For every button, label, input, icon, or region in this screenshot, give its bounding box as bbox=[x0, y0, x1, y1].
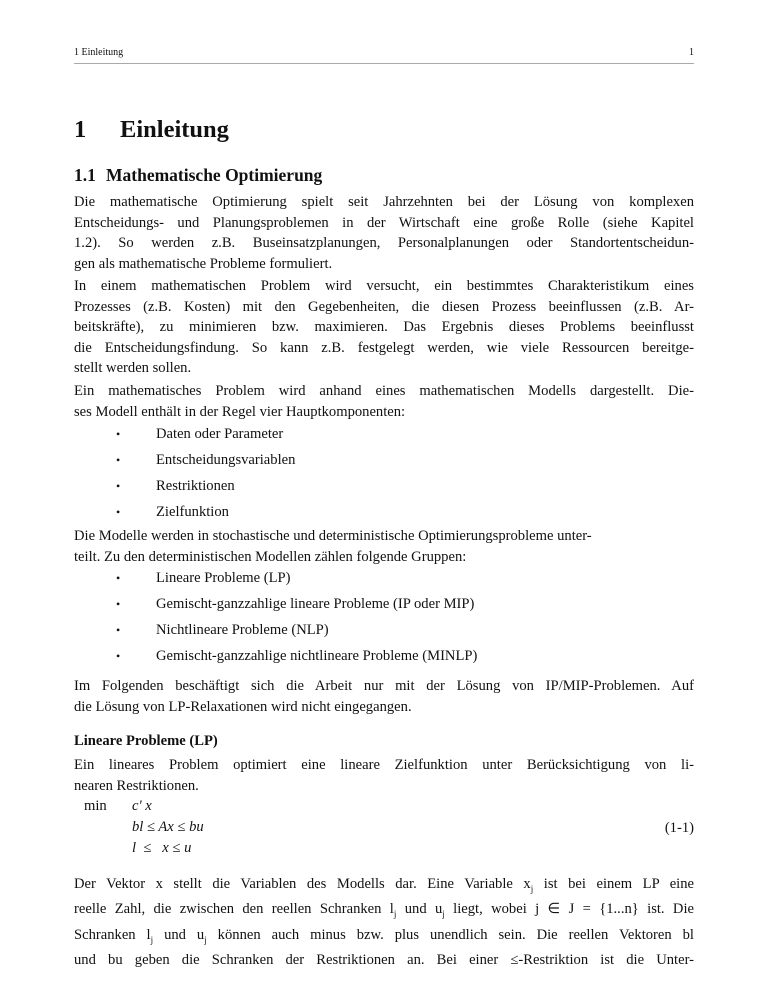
list-item-component bbox=[116, 426, 283, 443]
text-line: teilt. Zu den deterministischen Modellen zählen folgende Gruppen: bbox=[74, 548, 467, 565]
chapter-heading bbox=[74, 116, 229, 144]
list-item-component bbox=[116, 504, 229, 521]
list-item-group bbox=[116, 570, 291, 587]
text-line bbox=[74, 874, 694, 899]
section-number: 1.1 bbox=[74, 165, 96, 185]
constraint-expr: bl ≤ Ax ≤ bu bbox=[132, 819, 204, 835]
list-item-component bbox=[116, 478, 235, 495]
text-fragment: können auch minus bzw. plus unendlich sein. Die reellen Vektoren bl bbox=[206, 926, 694, 943]
text-fragment: und u bbox=[153, 926, 205, 943]
subheading-linear-problems: Lineare Probleme (LP) bbox=[74, 733, 218, 749]
text-line: Die Modelle werden in stochastische und deterministische Optimierungsprobleme unter- bbox=[74, 528, 592, 544]
text-line: Entscheidungs- und Planungsproblemen in der Wirtschaft eine große Rolle (siehe Kapitel bbox=[74, 214, 694, 231]
bullet-icon: • bbox=[116, 597, 121, 611]
text-line: stellt werden sollen. bbox=[74, 360, 192, 376]
bullet-icon: • bbox=[116, 571, 121, 585]
running-header bbox=[74, 45, 694, 64]
text-fragment: liegt, wobei j ∈ J = {1...n} ist. Die bbox=[444, 901, 695, 918]
text-fragment: und u bbox=[396, 901, 443, 918]
text-line: Ein mathematisches Problem wird anhand eines mathematischen Modells dargestellt. Die- bbox=[74, 383, 694, 399]
bullet-icon: • bbox=[116, 453, 121, 467]
bounds-expr: l ≤ x ≤ u bbox=[132, 840, 192, 856]
text-line: beitskräfte), zu minimieren bzw. maximieren. Das Ergebnis dieses Problems beeinflusst bbox=[74, 319, 694, 335]
paragraph-lp-definition bbox=[74, 755, 694, 796]
text-line: Prozesses (z.B. Kosten) mit den Gegebenheiten, die diesen Prozess beeinflussen (z.B. Ar- bbox=[74, 298, 694, 315]
list-item-text: Entscheidungsvariablen bbox=[156, 452, 296, 468]
header-chapter-title: 1 Einleitung bbox=[74, 47, 124, 58]
bullet-icon: • bbox=[116, 649, 121, 663]
list-item-text: Daten oder Parameter bbox=[156, 426, 284, 442]
text-line: ses Modell enthält in der Regel vier Hauptkomponenten: bbox=[74, 403, 406, 420]
text-line: Ein lineares Problem optimiert eine lineare Zielfunktion unter Berücksichtigung von li- bbox=[74, 757, 694, 773]
subscript: j bbox=[530, 883, 534, 894]
list-item-text: Lineare Probleme (LP) bbox=[156, 570, 291, 586]
subscript: j bbox=[150, 934, 154, 945]
list-item-text: Zielfunktion bbox=[156, 504, 229, 520]
list-item-component bbox=[116, 452, 295, 469]
bullet-icon: • bbox=[116, 427, 121, 441]
text-line: die Entscheidungsfindung. So kann z.B. festgelegt werden, wie viele Ressourcen bereitge- bbox=[74, 339, 694, 356]
list-item-text: Gemischt-ganzzahlige lineare Probleme (IP oder MIP) bbox=[156, 596, 475, 612]
list-item-text: Restriktionen bbox=[156, 478, 235, 494]
chapter-title: Einleitung bbox=[120, 116, 229, 143]
equation-number: (1-1) bbox=[664, 820, 694, 836]
subscript: j bbox=[393, 909, 397, 920]
paragraph-model bbox=[74, 381, 694, 422]
equation-row-constraints bbox=[132, 819, 204, 836]
text-line: gen als mathematische Probleme formuliert. bbox=[74, 255, 333, 272]
list-item-text: Gemischt-ganzzahlige nichtlineare Probleme (MINLP) bbox=[156, 648, 478, 664]
text-line: Die mathematische Optimierung spielt seit Jahrzehnten bei der Lösung von komplexen bbox=[74, 194, 694, 210]
subscript: j bbox=[442, 909, 445, 920]
equation-operator: min bbox=[84, 798, 107, 814]
text-line bbox=[74, 925, 694, 950]
section-heading bbox=[74, 165, 322, 186]
text-line: nearen Restriktionen. bbox=[74, 777, 199, 794]
text-line: und bu geben die Schranken der Restriktionen an. Bei einer ≤-Restriktion ist die Unter- bbox=[74, 952, 694, 969]
list-item-group bbox=[116, 648, 477, 665]
equation-objective bbox=[132, 798, 152, 815]
header-page-number: 1 bbox=[689, 47, 694, 58]
paragraph-intro bbox=[74, 192, 694, 274]
objective-expr: c' x bbox=[132, 798, 152, 814]
text-fragment: ist bei einem LP eine bbox=[533, 876, 694, 892]
text-fragment: Schranken l bbox=[74, 926, 151, 943]
bullet-icon: • bbox=[116, 479, 121, 493]
text-fragment: Der Vektor x stellt die Variablen des Modells dar. Eine Variable x bbox=[74, 876, 531, 892]
text-fragment: reelle Zahl, die zwischen den reellen Schranken l bbox=[74, 901, 394, 918]
paragraph-variables bbox=[74, 874, 694, 971]
text-line: 1.2). So werden z.B. Buseinsatzplanungen, Personalplanungen oder Standortentscheidun- bbox=[74, 235, 694, 251]
chapter-number: 1 bbox=[74, 116, 87, 143]
text-line: Im Folgenden beschäftigt sich die Arbeit nur mit der Lösung von IP/MIP-Problemen. Auf bbox=[74, 678, 694, 694]
paragraph-scope bbox=[74, 676, 694, 717]
text-line: In einem mathematischen Problem wird versucht, ein bestimmtes Charakteristikum eines bbox=[74, 278, 694, 294]
list-item-text: Nichtlineare Probleme (NLP) bbox=[156, 622, 329, 638]
subscript: j bbox=[204, 934, 207, 945]
equation-row-bounds bbox=[132, 840, 191, 857]
section-title: Mathematische Optimierung bbox=[106, 165, 323, 185]
paragraph-model-types bbox=[74, 526, 694, 567]
paragraph-problem bbox=[74, 276, 694, 379]
list-item-group bbox=[116, 622, 329, 639]
text-line: die Lösung von LP-Relaxationen wird nicht eingegangen. bbox=[74, 698, 412, 715]
bullet-icon: • bbox=[116, 623, 121, 637]
bullet-icon: • bbox=[116, 505, 121, 519]
list-item-group bbox=[116, 596, 474, 613]
text-line bbox=[74, 899, 694, 924]
